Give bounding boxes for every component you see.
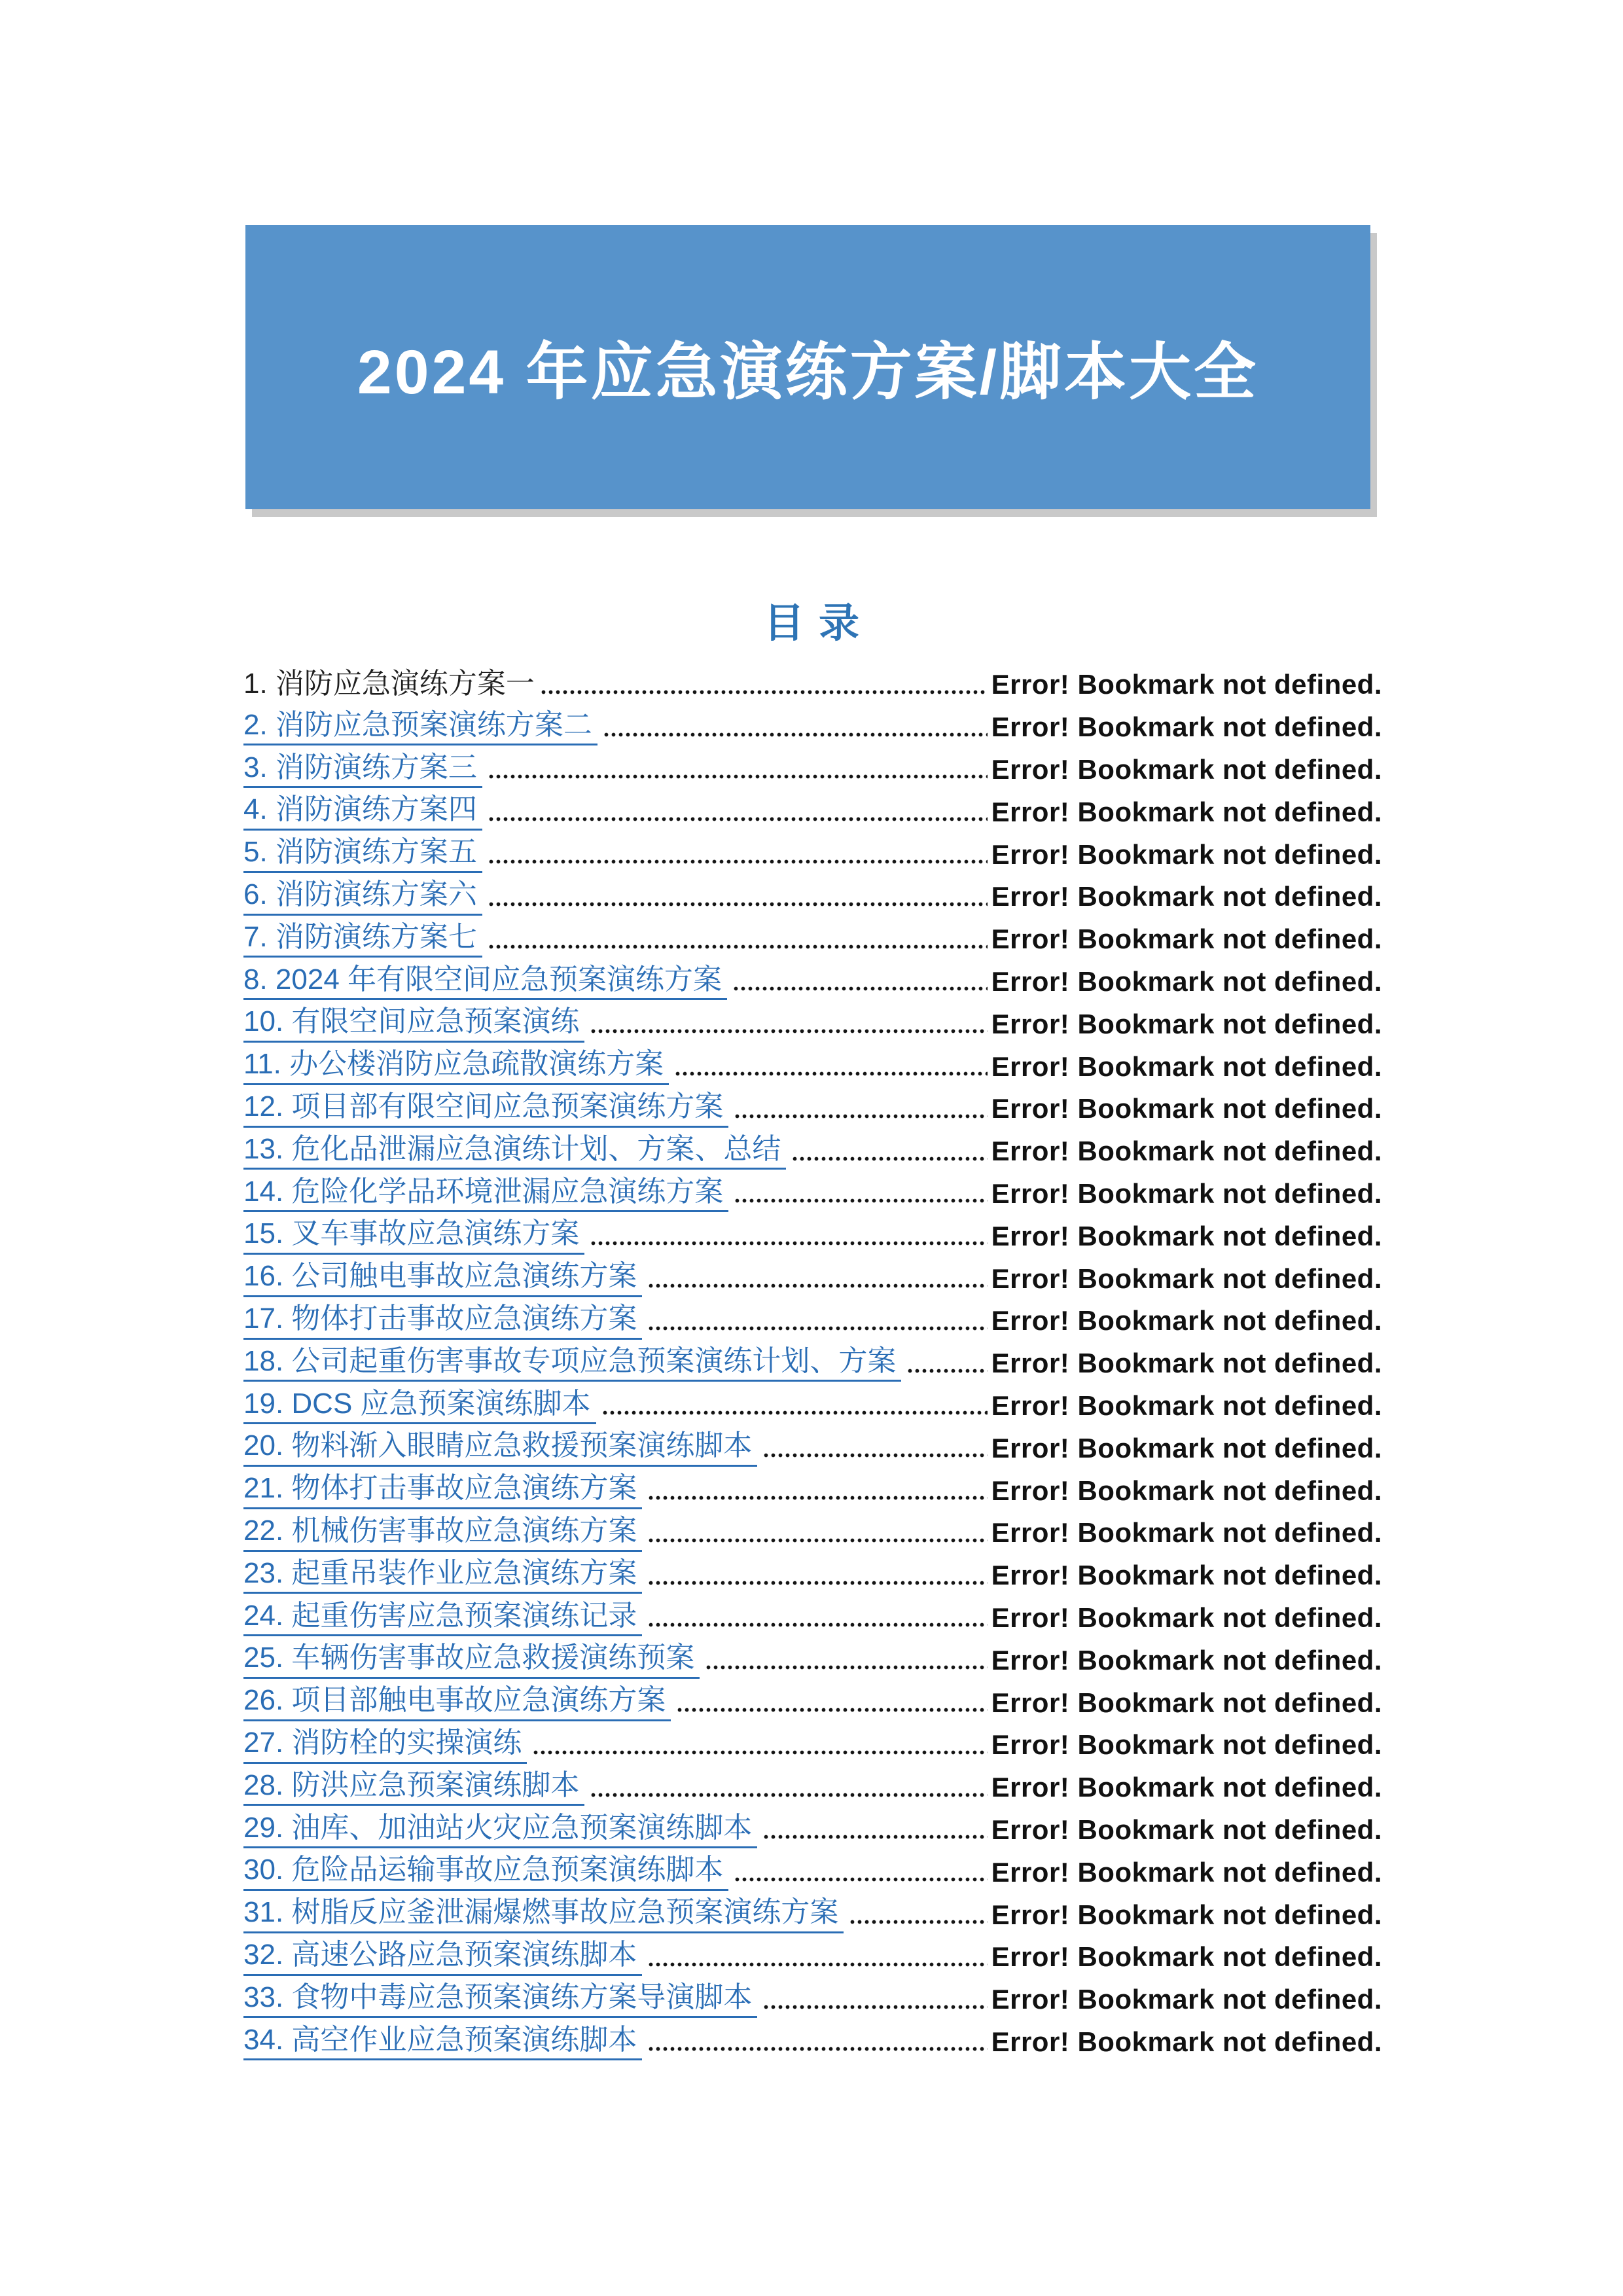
dot-leader: [677, 1707, 987, 1713]
toc-entry-link[interactable]: 18. 公司起重伤害事故专项应急预案演练计划、方案: [243, 1345, 901, 1382]
toc-entry: [243, 1088, 1382, 1130]
toc-error-label: Error! Bookmark not defined.: [991, 881, 1382, 912]
toc-error-label: Error! Bookmark not defined.: [991, 1305, 1382, 1336]
toc-entry-link[interactable]: 27. 消防栓的实操演练: [243, 1727, 527, 1764]
toc-error-label: Error! Bookmark not defined.: [991, 753, 1382, 785]
dot-leader: [604, 732, 988, 738]
dot-leader: [489, 944, 988, 950]
toc-entry: [243, 1045, 1382, 1088]
toc-entry: [243, 1003, 1382, 1045]
toc-entry: [243, 961, 1382, 1003]
toc-error-label: Error! Bookmark not defined.: [991, 965, 1382, 997]
toc-entry: [243, 1342, 1382, 1385]
dot-leader: [541, 689, 988, 695]
toc-entry-link[interactable]: 7. 消防演练方案七: [243, 921, 482, 958]
toc-entry-link[interactable]: 26. 项目部触电事故应急演练方案: [243, 1684, 671, 1721]
toc-entry: [243, 1427, 1382, 1469]
toc-error-label: Error! Bookmark not defined.: [991, 1941, 1382, 1973]
toc-entry-link[interactable]: 10. 有限空间应急预案演练: [243, 1005, 584, 1043]
dot-leader: [649, 1580, 987, 1586]
dot-leader: [649, 1622, 987, 1628]
toc-entry: [243, 706, 1382, 749]
toc-entry-link[interactable]: 16. 公司触电事故应急演练方案: [243, 1260, 642, 1297]
toc-entry: [243, 1979, 1382, 2021]
toc-entry: [243, 1300, 1382, 1342]
dot-leader: [591, 1792, 987, 1798]
dot-leader: [489, 816, 988, 822]
toc-entry: [243, 1851, 1382, 1893]
toc-entry: [243, 1639, 1382, 1681]
dot-leader: [793, 1156, 987, 1162]
dot-leader: [908, 1368, 987, 1374]
toc-entry-link[interactable]: 14. 危险化学品环境泄漏应急演练方案: [243, 1175, 728, 1213]
toc-entry: [243, 833, 1382, 876]
toc-error-label: Error! Bookmark not defined.: [991, 1602, 1382, 1633]
toc-entry: [243, 1724, 1382, 1767]
toc-entry-link[interactable]: 2. 消防应急预案演练方案二: [243, 709, 597, 746]
toc-error-label: Error! Bookmark not defined.: [991, 1348, 1382, 1379]
toc-entry-link[interactable]: 34. 高空作业应急预案演练脚本: [243, 2024, 642, 2061]
toc-entry: [243, 791, 1382, 833]
toc-error-label: Error! Bookmark not defined.: [991, 1814, 1382, 1845]
toc-entry-link[interactable]: 6. 消防演练方案六: [243, 878, 482, 916]
toc-entry-link[interactable]: 11. 办公楼消防应急疏散演练方案: [243, 1048, 669, 1085]
dot-leader: [591, 1240, 987, 1246]
toc-heading: 目录: [763, 599, 874, 647]
toc-entry-link[interactable]: 8. 2024 年有限空间应急预案演练方案: [243, 963, 727, 1001]
toc-error-label: Error! Bookmark not defined.: [991, 1008, 1382, 1039]
dot-leader: [649, 1283, 987, 1289]
dot-leader: [591, 1028, 987, 1034]
toc-entry: [243, 1130, 1382, 1173]
toc-entry-link[interactable]: 5. 消防演练方案五: [243, 836, 482, 873]
toc-entry: [243, 1173, 1382, 1215]
toc-entry: [243, 1597, 1382, 1640]
toc-error-label: Error! Bookmark not defined.: [991, 1050, 1382, 1082]
dot-leader: [675, 1071, 987, 1077]
toc-error-label: Error! Bookmark not defined.: [991, 1687, 1382, 1718]
toc-entry-link[interactable]: 19. DCS 应急预案演练脚本: [243, 1388, 596, 1425]
toc-entry-link[interactable]: 4. 消防演练方案四: [243, 793, 482, 831]
toc-entry-link[interactable]: 23. 起重吊装作业应急演练方案: [243, 1557, 642, 1594]
dot-leader: [735, 1198, 987, 1204]
dot-leader: [649, 1962, 987, 1967]
dot-leader: [735, 1113, 987, 1119]
toc-error-label: Error! Bookmark not defined.: [991, 1093, 1382, 1124]
toc-entry-link[interactable]: 3. 消防演练方案三: [243, 751, 482, 789]
toc-error-label: Error! Bookmark not defined.: [991, 1220, 1382, 1251]
toc-entry: [243, 1215, 1382, 1257]
toc-error-label: Error! Bookmark not defined.: [991, 1517, 1382, 1549]
toc-error-label: Error! Bookmark not defined.: [991, 1560, 1382, 1591]
toc-entry-link[interactable]: 12. 项目部有限空间应急预案演练方案: [243, 1090, 728, 1128]
toc-entry-link[interactable]: 13. 危化品泄漏应急演练计划、方案、总结: [243, 1133, 786, 1170]
toc-entry-link[interactable]: 29. 油库、加油站火灾应急预案演练脚本: [243, 1812, 757, 1849]
dot-leader: [764, 1452, 987, 1458]
toc-entry-text: 1. 消防应急演练方案一: [243, 667, 535, 700]
toc-error-label: Error! Bookmark not defined.: [991, 1177, 1382, 1209]
dot-leader: [489, 901, 988, 907]
toc-entry: [243, 1681, 1382, 1724]
toc-error-label: Error! Bookmark not defined.: [991, 1856, 1382, 1888]
toc-entry-link[interactable]: 17. 物体打击事故应急演练方案: [243, 1302, 642, 1340]
toc-error-label: Error! Bookmark not defined.: [991, 669, 1382, 700]
toc-entry-link[interactable]: 31. 树脂反应釜泄漏爆燃事故应急预案演练方案: [243, 1896, 844, 1933]
toc-error-label: Error! Bookmark not defined.: [991, 1475, 1382, 1506]
dot-leader: [489, 859, 988, 865]
dot-leader: [764, 1834, 987, 1840]
toc-entry: [243, 1469, 1382, 1512]
toc-entry: [243, 1257, 1382, 1300]
dot-leader: [489, 774, 988, 780]
toc-entry: [243, 1893, 1382, 1936]
title-banner: [245, 225, 1370, 509]
toc-entry-link[interactable]: 25. 车辆伤害事故应急救援演练预案: [243, 1641, 700, 1679]
toc-error-label: Error! Bookmark not defined.: [991, 1263, 1382, 1294]
toc-entry: [243, 1512, 1382, 1554]
dot-leader: [734, 986, 988, 992]
toc-entry: [243, 918, 1382, 961]
toc-entry-link[interactable]: 21. 物体打击事故应急演练方案: [243, 1472, 642, 1509]
toc-entry-link[interactable]: 24. 起重伤害应急预案演练记录: [243, 1600, 642, 1637]
toc-error-label: Error! Bookmark not defined.: [991, 1772, 1382, 1803]
toc-error-label: Error! Bookmark not defined.: [991, 2026, 1382, 2057]
toc-error-label: Error! Bookmark not defined.: [991, 1390, 1382, 1421]
toc-error-label: Error! Bookmark not defined.: [991, 1136, 1382, 1167]
toc-entry: [243, 2021, 1382, 2064]
dot-leader: [735, 1876, 987, 1882]
toc-entry: [243, 664, 1382, 706]
toc-entry: [243, 1554, 1382, 1597]
toc-entry: [243, 1385, 1382, 1427]
dot-leader: [603, 1410, 988, 1416]
toc-entry: [243, 876, 1382, 918]
toc-entry: [243, 749, 1382, 791]
dot-leader: [706, 1664, 987, 1670]
toc-entry-link[interactable]: 20. 物料渐入眼睛应急救援预案演练脚本: [243, 1429, 757, 1467]
dot-leader: [764, 2004, 987, 2010]
toc-error-label: Error! Bookmark not defined.: [991, 1984, 1382, 2015]
toc-entry-link[interactable]: 22. 机械伤害事故应急演练方案: [243, 1515, 642, 1552]
toc-entry-link[interactable]: 30. 危险品运输事故应急预案演练脚本: [243, 1854, 728, 1891]
toc-list: [243, 664, 1382, 2063]
toc-error-label: Error! Bookmark not defined.: [991, 924, 1382, 955]
toc-error-label: Error! Bookmark not defined.: [991, 796, 1382, 827]
toc-error-label: Error! Bookmark not defined.: [991, 1899, 1382, 1930]
dot-leader: [533, 1749, 987, 1755]
dot-leader: [649, 1537, 987, 1543]
toc-error-label: Error! Bookmark not defined.: [991, 1432, 1382, 1463]
toc-error-label: Error! Bookmark not defined.: [991, 838, 1382, 870]
dot-leader: [649, 2046, 987, 2052]
dot-leader: [649, 1495, 987, 1501]
toc-entry-link[interactable]: 33. 食物中毒应急预案演练方案导演脚本: [243, 1981, 757, 2018]
dot-leader: [649, 1325, 987, 1331]
toc-error-label: Error! Bookmark not defined.: [991, 1729, 1382, 1761]
toc-entry: [243, 1809, 1382, 1852]
toc-error-label: Error! Bookmark not defined.: [991, 711, 1382, 743]
toc-error-label: Error! Bookmark not defined.: [991, 1644, 1382, 1676]
toc-entry-link[interactable]: 28. 防洪应急预案演练脚本: [243, 1769, 584, 1806]
toc-entry-link[interactable]: 15. 叉车事故应急演练方案: [243, 1217, 584, 1255]
dot-leader: [850, 1919, 987, 1925]
toc-entry: [243, 1936, 1382, 1979]
document-title: 2024 年应急演练方案/脚本大全: [357, 338, 1259, 407]
toc-entry-link[interactable]: 32. 高速公路应急预案演练脚本: [243, 1939, 642, 1976]
toc-entry: [243, 1767, 1382, 1809]
